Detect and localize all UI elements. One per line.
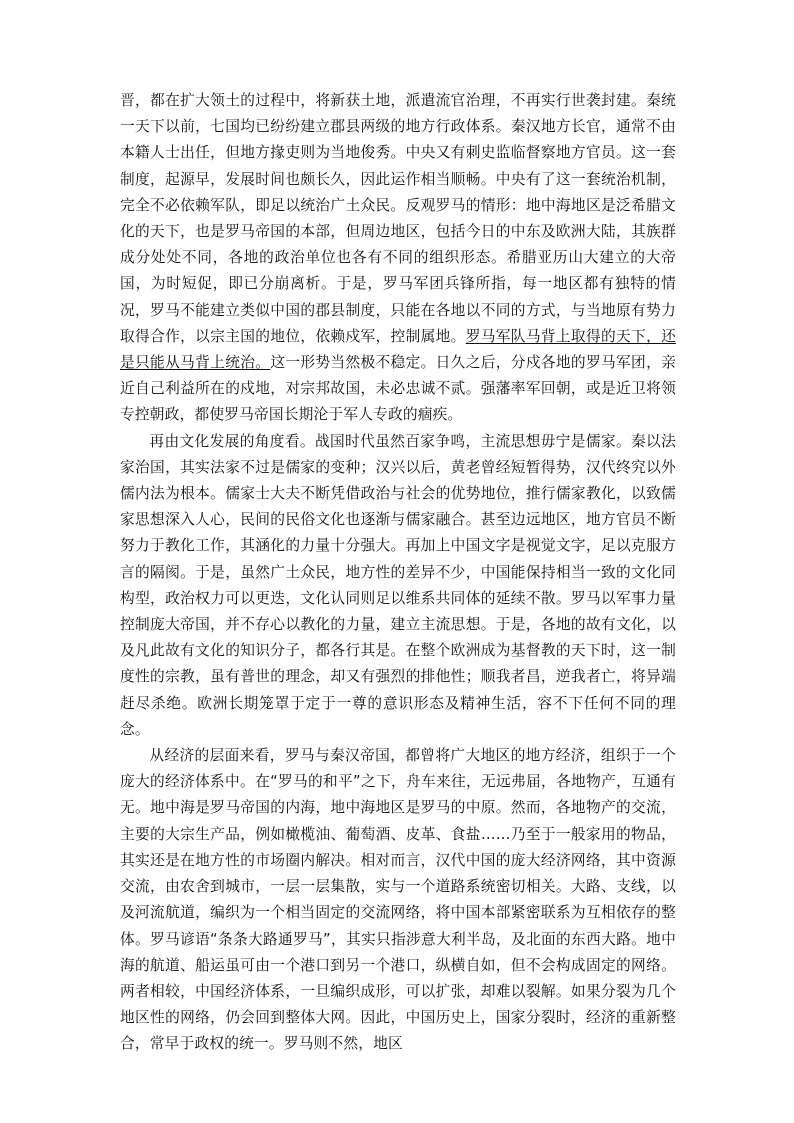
underlined-sentence: 罗马军队马背上取得的天下，还是只能从马背上统治。 [120, 327, 676, 372]
paragraph-economy: 从经济的层面来看，罗马与秦汉帝国，都曾将广大地区的地方经济，组织于一个庞大的经济体系中。在“罗马的和平”之下，舟车来往，无远弗届，各地物产，互通有无。地中海是罗马帝国的内海，地中海地区是罗马的中原。然而，各地物产的交流，主要的大宗生产品，例如橄榄油、葡萄酒、皮革、食盐……乃至于一般家用的物品，其实还是在地方性的市场圈内解决。相对而言，汉代中国的庞大经济网络，其中资源交流，由农舍到城市，一层一层集散，实与一个道路系统密切相关。大路、支线，以及河流航道，编织为一个相当固定的交流网络，将中国本部紧密联系为互相依存的整体。罗马谚语“条条大路通罗马”，其实只指涉意大利半岛，及北面的东西大路。地中海的航道、船运虽可由一个港口到另一个港口，纵横自如，但不会构成固定的网络。两者相较，中国经济体系，一旦编织成形，可以扩张，却难以裂解。如果分裂为几个地区性的网络，仍会回到整体大网。因此，中国历史上，国家分裂时，经济的重新整合，常早于政权的统一。罗马则不然，地区 [120, 747, 676, 1053]
document-page [120, 88, 676, 1058]
paragraph-political-text-cont: 这一形势当然极不稳定。日久之后，分戍各地的罗马军团，亲近自己利益所在的戍地，对宗邦故国，未必忠诚不贰。强藩率军回朝，或是近卫将领专控朝政，都使罗马帝国长期沦于军人专政的痼疾。 [120, 354, 676, 424]
paragraph-political-text: 晋，都在扩大领土的过程中，将新获土地，派遣流官治理，不再实行世袭封建。秦统一天下以前，七国均已纷纷建立郡县两级的地方行政体系。秦汉地方长官，通常不由本籍人士出任，但地方掾吏则为当地俊秀。中央又有刺史监临督察地方官员。这一套制度，起源早，发展时间也颇长久，因此运作相当顺畅。中央有了这一套统治机制，完全不必依赖军队，即足以统治广土众民。反观罗马的情形：地中海地区是泛希腊文化的天下，也是罗马帝国的本部，但周边地区，包括今日的中东及欧洲大陆，其族群成分处处不同，各地的政治单位也各有不同的组织形态。希腊亚历山大建立的大帝国，为时短促，即已分崩离析。于是，罗马军团兵锋所指，每一地区都有独特的情况，罗马不能建立类似中国的郡县制度，只能在各地以不同的方式，与当地原有势力取得合作，以宗主国的地位，依赖戍军，控制属地。 [120, 92, 676, 345]
paragraph-political [120, 88, 676, 429]
paragraph-culture: 再由文化发展的角度看。战国时代虽然百家争鸣，主流思想毋宁是儒家。秦以法家治国，其实法家不过是儒家的变种；汉兴以后，黄老曾经短暂得势，汉代终究以外儒内法为根本。儒家士大夫不断凭借政治与社会的优势地位，推行儒家教化，以致儒家思想深入人心，民间的民俗文化也逐渐与儒家融合。甚至边远地区，地方官员不断努力于教化工作，其涵化的力量十分强大。再加上中国文字是视觉文字，足以克服方言的隔阂。于是，虽然广土众民，地方性的差异不少，中国能保持相当一致的文化同构型，政治权力可以更迭，文化认同则足以维系共同体的延续不散。罗马以军事力量控制庞大帝国，并不存心以教化的力量，建立主流思想。于是，各地的故有文化，以及凡此故有文化的知识分子，都各行其是。在整个欧洲成为基督教的天下时，这一制度性的宗教，虽有普世的理念，却又有强烈的排他性；顺我者昌，逆我者亡，将异端赶尽杀绝。欧洲长期笼罩于定于一尊的意识形态及精神生活，容不下任何不同的理念。 [120, 432, 676, 738]
